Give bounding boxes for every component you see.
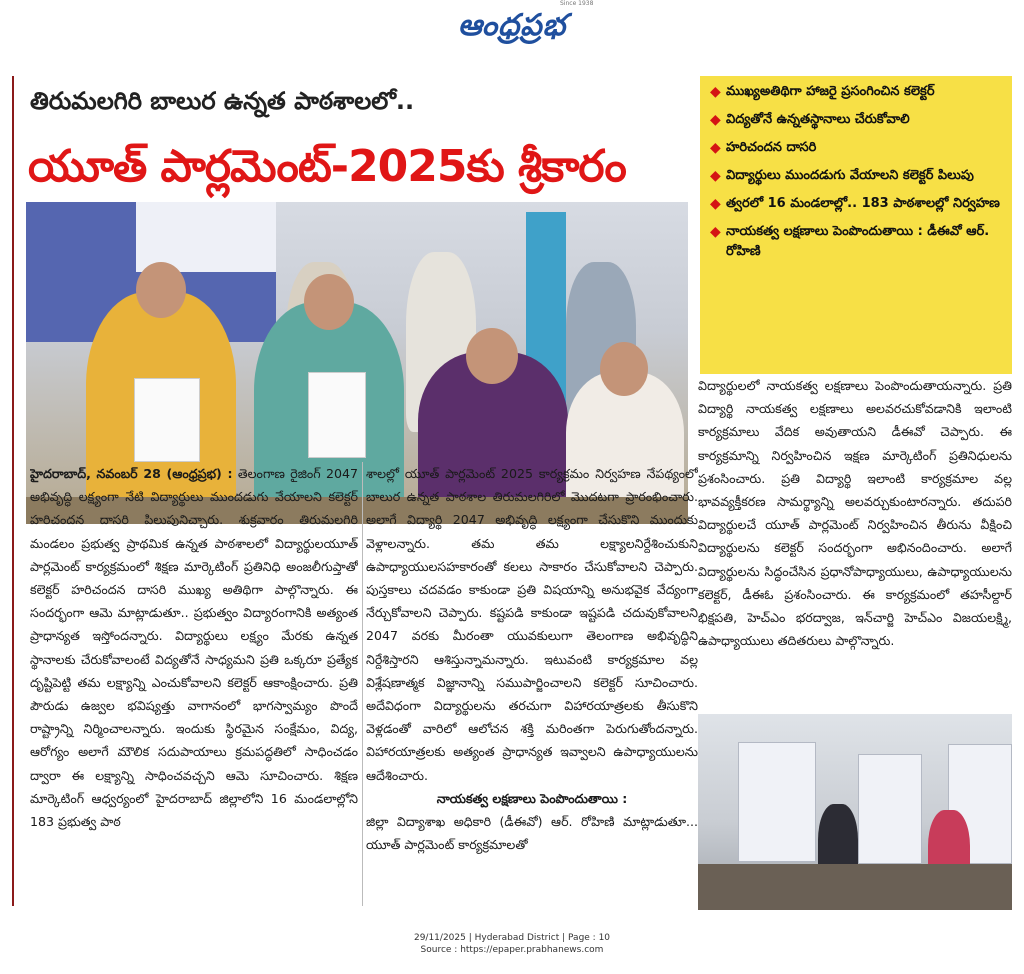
held-certificate: [308, 372, 366, 458]
article-left-rule: [12, 76, 14, 906]
page-footer: [0, 932, 1024, 956]
highlight-item: ◆ విద్యతోనే ఉన్నతస్థానాలు చేరుకోవాలి: [710, 112, 910, 128]
held-certificate: [134, 378, 200, 462]
photo-stall-table: [698, 864, 1012, 910]
bullet-icon: ◆: [710, 112, 721, 128]
photo-standee: [738, 742, 816, 862]
article-dateline: హైదరాబాద్, నవంబర్ 28 (ఆంధ్రప్రభ) :: [30, 466, 233, 481]
article-headline: యూత్ పార్లమెంట్-2025కు శ్రీకారం: [28, 141, 626, 192]
highlight-item: ◆ త్వరలో 16 మండలాల్లో.. 183 పాఠశాలల్లో నిర్వహణ: [710, 196, 1000, 212]
article-subhead: నాయకత్వ లక్షణాలు పెంపొందుతాయి :: [436, 790, 628, 806]
article-frame: [12, 66, 1012, 916]
article-body-2: శాలల్లో యూత్ పార్లమెంట్ 2025 కార్యక్రమం నిర్వహణ నేపథ్యంలో బాలుర ఉన్నత పాఠశాల తిరుమలగిరిలో మొదటగా ప్రారంభించారు. అలాగే విద్యార్థి 2047 అభివృద్ధి లక్ష్యంగా చేసుకొని ముందుకు వెళ్లాలన్నారు. తమ తమ లక్ష్యాలనిర్దేశించుకుని ఉపాధ్యాయులసహకారంతో కలలు సాకారం చేసుకోవాలని చెప్పారు. పుస్తకాలు చదవడం కాకుండా ప్రతి విషయాన్ని అనుభవైక వేద్యంగా నేర్చుకోవాలని చెప్పారు. కష్టపడి కాకుండా ఇష్టపడి చదువుకోవాలని 2047 వరకు మీరంతా యువకులుగా తెలంగాణ అభివృద్ధిని నిర్దేశిస్తారని ఆశిస్తున్నామన్నారు. ఇటువంటి కార్యక్రమాల వల్ల విశ్లేషణాత్మక విజ్ఞానాన్ని సముపార్జించాలని కలెక్టర్ సూచించారు. అదేవిధంగా విద్యార్థులను తరచుగా విహారయాత్రలకు తీసుకొని వెళ్లడంతో వారిలో ఆలోచన శక్తి మరింతగా పెరుగుతోందన్నారు. విహారయాత్రలకు అత్యంత ప్రాధాన్యత ఇవ్వాలని ఉపాధ్యాయులను ఆదేశించారు.: [366, 466, 698, 783]
secondary-photo: [698, 714, 1012, 910]
article-column-3: [698, 374, 1012, 712]
highlight-item: ◆ నాయకత్వ లక్షణాలు పెంపొందుతాయి : డీఈవో ఆర్. రోహిణి: [710, 222, 1004, 262]
footer-page-info: 29/11/2025 | Hyderabad District | Page : 10: [413, 933, 611, 943]
column-rule: [362, 462, 363, 906]
newspaper-logo[interactable]: ఆంధ్రప్రభ: [457, 8, 567, 43]
highlight-item: ◆ విద్యార్థులు ముందడుగు వేయాలని కలెక్టర్ పిలుపు: [710, 168, 974, 184]
article-body-2-tail: జిల్లా విద్యాశాఖ అధికారి (డీఈవో) ఆర్. రోహిణి మాట్లాడుతూ... యూత్ పార్లమెంట్ కార్యక్రమాలతో: [366, 814, 698, 853]
masthead: [0, 0, 1024, 62]
footer-source-link[interactable]: Source : https://epaper.prabhanews.com: [420, 945, 604, 955]
bullet-icon: ◆: [710, 224, 721, 240]
highlight-item: ◆ ముఖ్యఅతిథిగా హాజరై ప్రసంగించిన కలెక్టర్: [710, 84, 935, 100]
article-column-1: [30, 462, 358, 906]
bullet-icon: ◆: [710, 196, 721, 212]
logo-tagline: Since 1938: [560, 0, 594, 7]
article-column-2: [366, 462, 698, 906]
bullet-icon: ◆: [710, 140, 721, 156]
bullet-icon: ◆: [710, 168, 721, 184]
highlights-box: [700, 76, 1012, 374]
highlight-item: ◆ హరిచందన దాసరి: [710, 140, 817, 156]
bullet-icon: ◆: [710, 84, 721, 100]
article-kicker: తిరుమలగిరి బాలుర ఉన్నత పాఠశాలలో..: [30, 87, 415, 115]
article-body-1: తెలంగాణ రైజింగ్ 2047 అభివృద్ధి లక్ష్యంగా నేటి విద్యార్థులు ముందడుగు వేయాలని కలెక్టర్ హరిచందన దాసరి పిలుపునిచ్చారు. శుక్రవారం తిరుమలగిరి మండలం ప్రభుత్వ ప్రాథమిక ఉన్నత పాఠశాలలో విద్యార్థులయూత్ పార్లమెంట్ కార్యక్రమంలో శిక్షణ మార్కెటింగ్ ప్రతినిధి అంజలీగుప్తాతో కలెక్టర్ హరిచందన దాసరి ముఖ్య అతిథిగా పాల్గొన్నారు. ఈ సందర్భంగా ఆమె మాట్లాడుతూ.. ప్రభుత్వం విద్యారంగానికి అత్యంత ప్రాధాన్యత ఇస్తోందన్నారు. విద్యార్థులు లక్ష్యం మేరకు ఉన్నత స్థానాలకు చేరుకోవాలంటే విద్యతోనే సాధ్యమని ప్రతి ఒక్కరూ ప్రత్యేక దృష్టిపెట్టి తమ లక్ష్యాన్ని ఎంచుకోవాలని కలెక్టర్ ఆకాంక్షించారు. ప్రతి పౌరుడు ఉజ్వల భవిష్యత్తు వాగానంలో భాగస్వామ్యం పొందే రాష్ట్రాన్ని నిర్మించాలన్నారు. ఇందుకు స్థిరమైన సంక్షేమం, విద్య, ఆరోగ్యం అలాగే మౌలిక సదుపాయాలు క్రమపద్ధతిలో సాధించడం ద్వారా ఈ లక్ష్యాన్ని సాధించవచ్చని ఆమె సూచించారు. శిక్షణ మార్కెటింగ్ ఆధ్వర్యంలో హైదరాబాద్ జిల్లాలోని 16 మండలాల్లోని 183 ప్రభుత్వ పాఠ: [30, 466, 358, 830]
photo-standee: [858, 754, 922, 864]
article-body-3: విద్యార్థులలో నాయకత్వ లక్షణాలు పెంపొందుతాయన్నారు. ప్రతి విద్యార్థి నాయకత్వ లక్షణాలు అలవరచుకోవడానికి ఇలాంటి కార్యక్రమాలు వేదిక అవుతాయని డీఈవో చెప్పారు. ఈ కార్యక్రమాన్ని నిర్వహించిన ఇక్షణ మార్కెటింగ్ ప్రతినిధులను ప్రశంసించారు. ప్రతి విద్యార్థి ఇలాంటి కార్యక్రమాల వల్ల భావవ్యక్తీకరణ సామర్థ్యాన్ని అలవర్చుకుంటారన్నారు. తదుపరి విద్యార్థులచే యూత్ పార్లమెంట్ నిర్వహించిన తీరును వీక్షించి విద్యార్థులను కలెక్టర్ సందర్భంగా అభినందించారు. అలాగే విద్యార్థులను సిద్ధంచేసిన ప్రధానోపాధ్యాయులు, ఉపాధ్యాయులను కలెక్టర్, డీఈఓ ప్రశంసించారు. ఈ కార్యక్రమంలో తహసీల్దార్ భిక్షపతి, హెచ్ఎం భరద్వాజ, ఇన్‌చార్జి హెచ్ఎం విజయలక్ష్మి, ఉపాధ్యాయులు తదితరులు పాల్గొన్నారు.: [698, 378, 1012, 649]
